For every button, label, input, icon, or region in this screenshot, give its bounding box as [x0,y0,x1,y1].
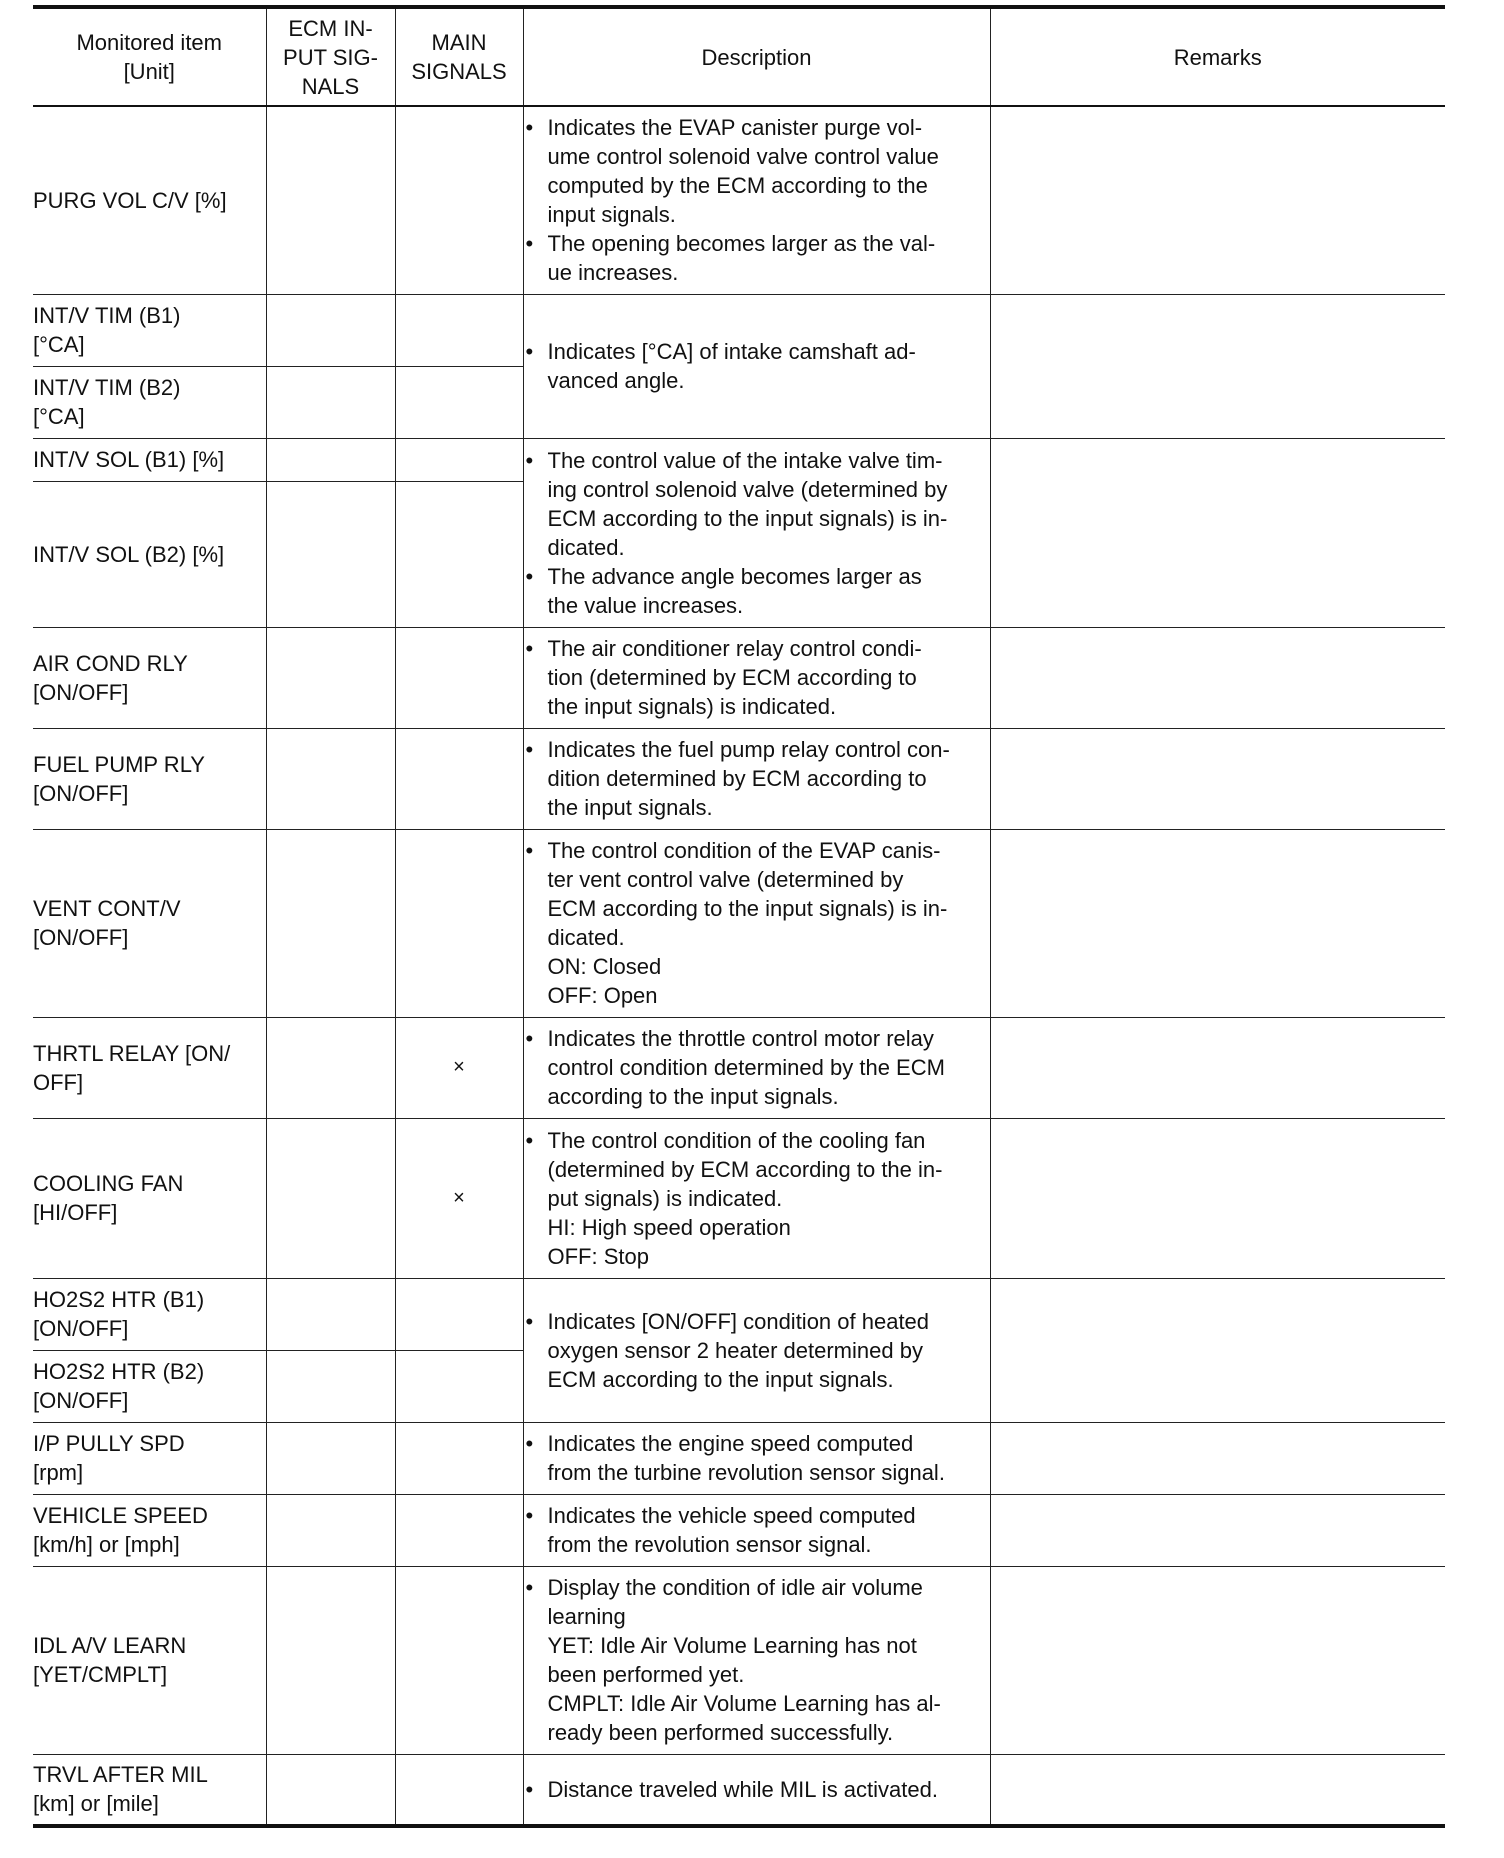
description-list [524,337,990,395]
item-vehicle-speed: VEHICLE SPEED [km/h] or [mph] [33,1494,266,1566]
table-row [33,438,1445,481]
table-row [33,1422,1445,1494]
remarks-cell [990,106,1445,294]
description-list [524,113,990,287]
description-bullet: • The advance angle becomes larger as the value increases. [524,562,990,620]
description-cell [523,438,990,627]
item-vent-cont-v: VENT CONT/V [ON/OFF] [33,829,266,1017]
main-signals-mark: × [395,1017,523,1118]
monitored-items-table [33,5,1445,1828]
description-cell [523,294,990,438]
description-cell [523,627,990,728]
description-list [524,634,990,721]
item-ip-pully-spd: I/P PULLY SPD [rpm] [33,1422,266,1494]
description-list [524,1501,990,1559]
description-bullet: • Indicates the throttle control motor relay control condition determined by the ECM according to the input signals. [524,1024,990,1111]
description-list [524,1573,990,1747]
remarks-cell [990,1017,1445,1118]
description-list [524,735,990,822]
table-row [33,1118,1445,1278]
ecm-input-cell [266,1754,395,1826]
description-cell [523,1118,990,1278]
remarks-cell [990,1566,1445,1754]
table-row [33,829,1445,1017]
description-bullet: • Display the condition of idle air volume learning YET: Idle Air Volume Learning has not been performed yet. CMPLT: Idle Air Volume Learning has al- ready been performed successfully. [524,1573,990,1747]
ecm-input-cell [266,829,395,1017]
item-purg-vol: PURG VOL C/V [%] [33,106,266,294]
description-list [524,836,990,1010]
remarks-cell [990,829,1445,1017]
main-signals-cell [395,1754,523,1826]
main-signals-cell [395,106,523,294]
item-intv-tim-b1: INT/V TIM (B1) [°CA] [33,294,266,366]
description-list [524,1126,990,1271]
ecm-input-cell [266,1017,395,1118]
item-thrtl-relay: THRTL RELAY [ON/ OFF] [33,1017,266,1118]
main-signals-mark: × [395,1118,523,1278]
item-idl-av-learn: IDL A/V LEARN [YET/CMPLT] [33,1566,266,1754]
ecm-input-cell [266,1118,395,1278]
item-ho2s2-htr-b2: HO2S2 HTR (B2) [ON/OFF] [33,1350,266,1422]
ecm-input-cell [266,1278,395,1350]
description-cell [523,1278,990,1422]
description-bullet: • Indicates [°CA] of intake camshaft ad- vanced angle. [524,337,990,395]
description-bullet: • Indicates [ON/OFF] condition of heated oxygen sensor 2 heater determined by ECM according to the input signals. [524,1307,990,1394]
ecm-input-cell [266,481,395,627]
table-row [33,294,1445,366]
description-bullet: • The control condition of the EVAP canis- ter vent control valve (determined by ECM according to the input signals) is in- dicated. ON: Closed OFF: Open [524,836,990,1010]
description-list [524,1307,990,1394]
description-bullet: • The air conditioner relay control condi- tion (determined by ECM according to the input signals) is indicated. [524,634,990,721]
ecm-input-cell [266,294,395,366]
item-air-cond-rly: AIR COND RLY [ON/OFF] [33,627,266,728]
description-bullet: • Distance traveled while MIL is activated. [524,1775,990,1804]
header-main-signals: MAIN SIGNALS [395,7,523,106]
main-signals-cell [395,438,523,481]
description-cell [523,1566,990,1754]
item-intv-sol-b2: INT/V SOL (B2) [%] [33,481,266,627]
description-cell [523,106,990,294]
remarks-cell [990,1422,1445,1494]
ecm-input-cell [266,438,395,481]
table-row [33,627,1445,728]
item-trvl-after-mil: TRVL AFTER MIL [km] or [mile] [33,1754,266,1826]
description-list [524,1775,990,1804]
header-monitored-item: Monitored item [Unit] [33,7,266,106]
main-signals-cell [395,294,523,366]
description-bullet: • Indicates the fuel pump relay control con- dition determined by ECM according to the input signals. [524,735,990,822]
main-signals-cell [395,728,523,829]
main-signals-cell [395,1350,523,1422]
description-cell [523,829,990,1017]
item-intv-sol-b1: INT/V SOL (B1) [%] [33,438,266,481]
description-bullet: • The control value of the intake valve tim- ing control solenoid valve (determined by ECM according to the input signals) is in- dicated. [524,446,990,562]
main-signals-cell [395,1278,523,1350]
description-list [524,1024,990,1111]
remarks-cell [990,1118,1445,1278]
main-signals-cell [395,829,523,1017]
description-bullet: • Indicates the EVAP canister purge vol- ume control solenoid valve control value computed by the ECM according to the input signals. [524,113,990,229]
ecm-input-cell [266,627,395,728]
remarks-cell [990,1278,1445,1422]
table-row [33,1494,1445,1566]
description-bullet: • The opening becomes larger as the val- ue increases. [524,229,990,287]
table-row [33,106,1445,294]
description-cell [523,1017,990,1118]
description-bullet: • Indicates the engine speed computed from the turbine revolution sensor signal. [524,1429,990,1487]
ecm-input-cell [266,106,395,294]
header-remarks: Remarks [990,7,1445,106]
table-row [33,1566,1445,1754]
remarks-cell [990,1494,1445,1566]
description-cell [523,1754,990,1826]
remarks-cell [990,294,1445,438]
description-cell [523,728,990,829]
remarks-cell [990,627,1445,728]
table-row [33,1278,1445,1350]
remarks-cell [990,438,1445,627]
ecm-input-cell [266,366,395,438]
description-cell [523,1422,990,1494]
header-ecm-input-signals: ECM IN- PUT SIG- NALS [266,7,395,106]
ecm-input-cell [266,1422,395,1494]
main-signals-cell [395,366,523,438]
ecm-input-cell [266,1494,395,1566]
description-list [524,1429,990,1487]
remarks-cell [990,728,1445,829]
description-bullet: • The control condition of the cooling fan (determined by ECM according to the in- put signals) is indicated. HI: High speed operation OFF: Stop [524,1126,990,1271]
header-row [33,7,1445,106]
ecm-input-cell [266,728,395,829]
item-ho2s2-htr-b1: HO2S2 HTR (B1) [ON/OFF] [33,1278,266,1350]
main-signals-cell [395,627,523,728]
remarks-cell [990,1754,1445,1826]
item-cooling-fan: COOLING FAN [HI/OFF] [33,1118,266,1278]
description-cell [523,1494,990,1566]
header-description: Description [523,7,990,106]
main-signals-cell [395,1422,523,1494]
item-intv-tim-b2: INT/V TIM (B2) [°CA] [33,366,266,438]
table-row [33,1754,1445,1826]
ecm-input-cell [266,1350,395,1422]
ecm-input-cell [266,1566,395,1754]
description-bullet: • Indicates the vehicle speed computed from the revolution sensor signal. [524,1501,990,1559]
item-fuel-pump-rly: FUEL PUMP RLY [ON/OFF] [33,728,266,829]
main-signals-cell [395,481,523,627]
description-list [524,446,990,620]
table-row [33,728,1445,829]
main-signals-cell [395,1494,523,1566]
table-row [33,1017,1445,1118]
main-signals-cell [395,1566,523,1754]
